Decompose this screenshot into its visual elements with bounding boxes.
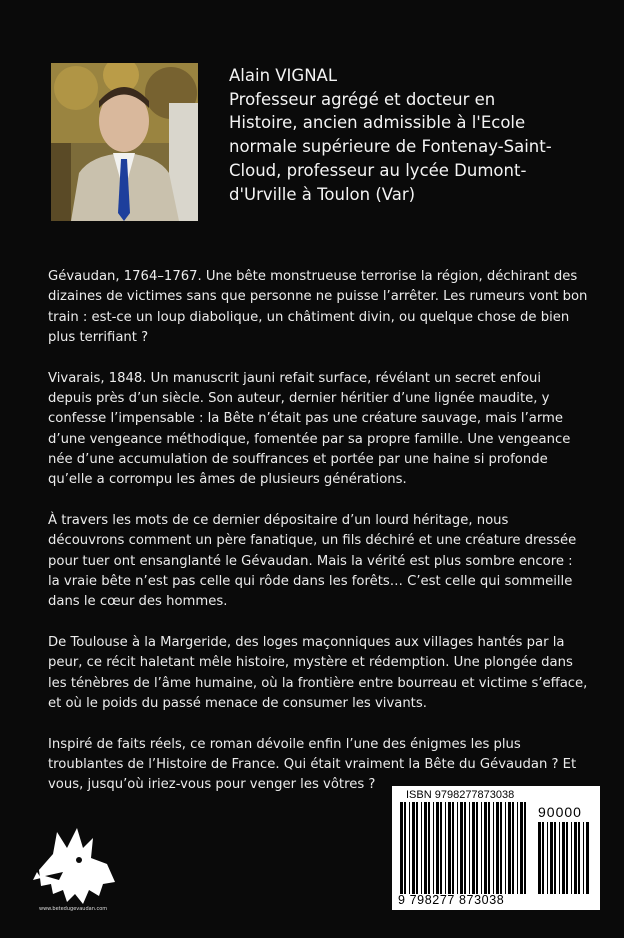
author-bio-line: Professeur agrégé et docteur en [229, 89, 496, 109]
synopsis-paragraph: De Toulouse à la Margeride, des loges maçonniques aux villages hantés par la peur, ce récit haletant mêle histoire, mystère et rédemption. Une plongée dans les ténèbres de l’âme humaine, où la frontière entre bourreau et victime s’efface, et où le poids du passé menace de consumer les vivants. [48, 634, 588, 711]
price-code: 90000 [538, 804, 582, 820]
author-bio-line: Cloud, professeur au lycée Dumont- [229, 160, 527, 180]
author-bio-line: normale supérieure de Fontenay-Saint- [229, 137, 552, 157]
author-name: Alain VIGNAL [229, 66, 338, 85]
barcode-digits: 9 798277 873038 [398, 893, 505, 907]
synopsis [48, 267, 588, 816]
author-bio [229, 64, 609, 206]
author-photo [51, 63, 198, 221]
synopsis-paragraph: À travers les mots de ce dernier dépositaire d’un lourd héritage, nous découvrons comment un père fanatique, un fils déchiré et une créature dressée pour tuer ont ensanglanté le Gévaudan. Mais la vérité est plus sombre encore : la vraie bête n’est pas celle qui rôde dans les forêts… C’est celle qui sommeille dans le cœur des hommes. [48, 512, 577, 610]
isbn-label: ISBN 9798277873038 [406, 789, 515, 801]
synopsis-paragraph: Gévaudan, 1764–1767. Une bête monstrueuse terrorise la région, déchirant des dizaines de victimes sans que personne ne puisse l’arrêter. Les rumeurs vont bon train : est-ce un loup diabolique, un châtiment divin, ou quelque chose de bien plus terrifiant ? [48, 269, 588, 345]
barcode-bars [400, 802, 530, 894]
author-bio-line: d'Urville à Toulon (Var) [229, 184, 416, 204]
addon-barcode-bars [538, 822, 592, 894]
isbn-barcode [392, 786, 600, 910]
synopsis-paragraph: Vivarais, 1848. Un manuscrit jauni refait surface, révélant un secret enfoui depuis près d’un siècle. Son auteur, dernier héritier d’une lignée maudite, y confesse l’impensable : la Bête n’était pas une créature sauvage, mais l’arme d’une vengeance méthodique, fomentée par sa propre famille. Une vengeance née d’une accumulation de souffrances et portée par une haine si profonde qu’elle a corrompu les âmes de plusieurs générations. [48, 370, 571, 488]
author-bio-line: Histoire, ancien admissible à l'Ecole [229, 113, 526, 133]
wolf-head-icon [33, 824, 119, 906]
synopsis-paragraph: Inspiré de faits réels, ce roman dévoile enfin l’une des énigmes les plus troublantes de l’Histoire de France. Qui était vraiment la Bête du Gévaudan ? Et vous, jusqu’où iriez-vous pour venger les vôtres ? [48, 736, 577, 793]
website-url: www.betedugevaudan.com [39, 906, 108, 912]
